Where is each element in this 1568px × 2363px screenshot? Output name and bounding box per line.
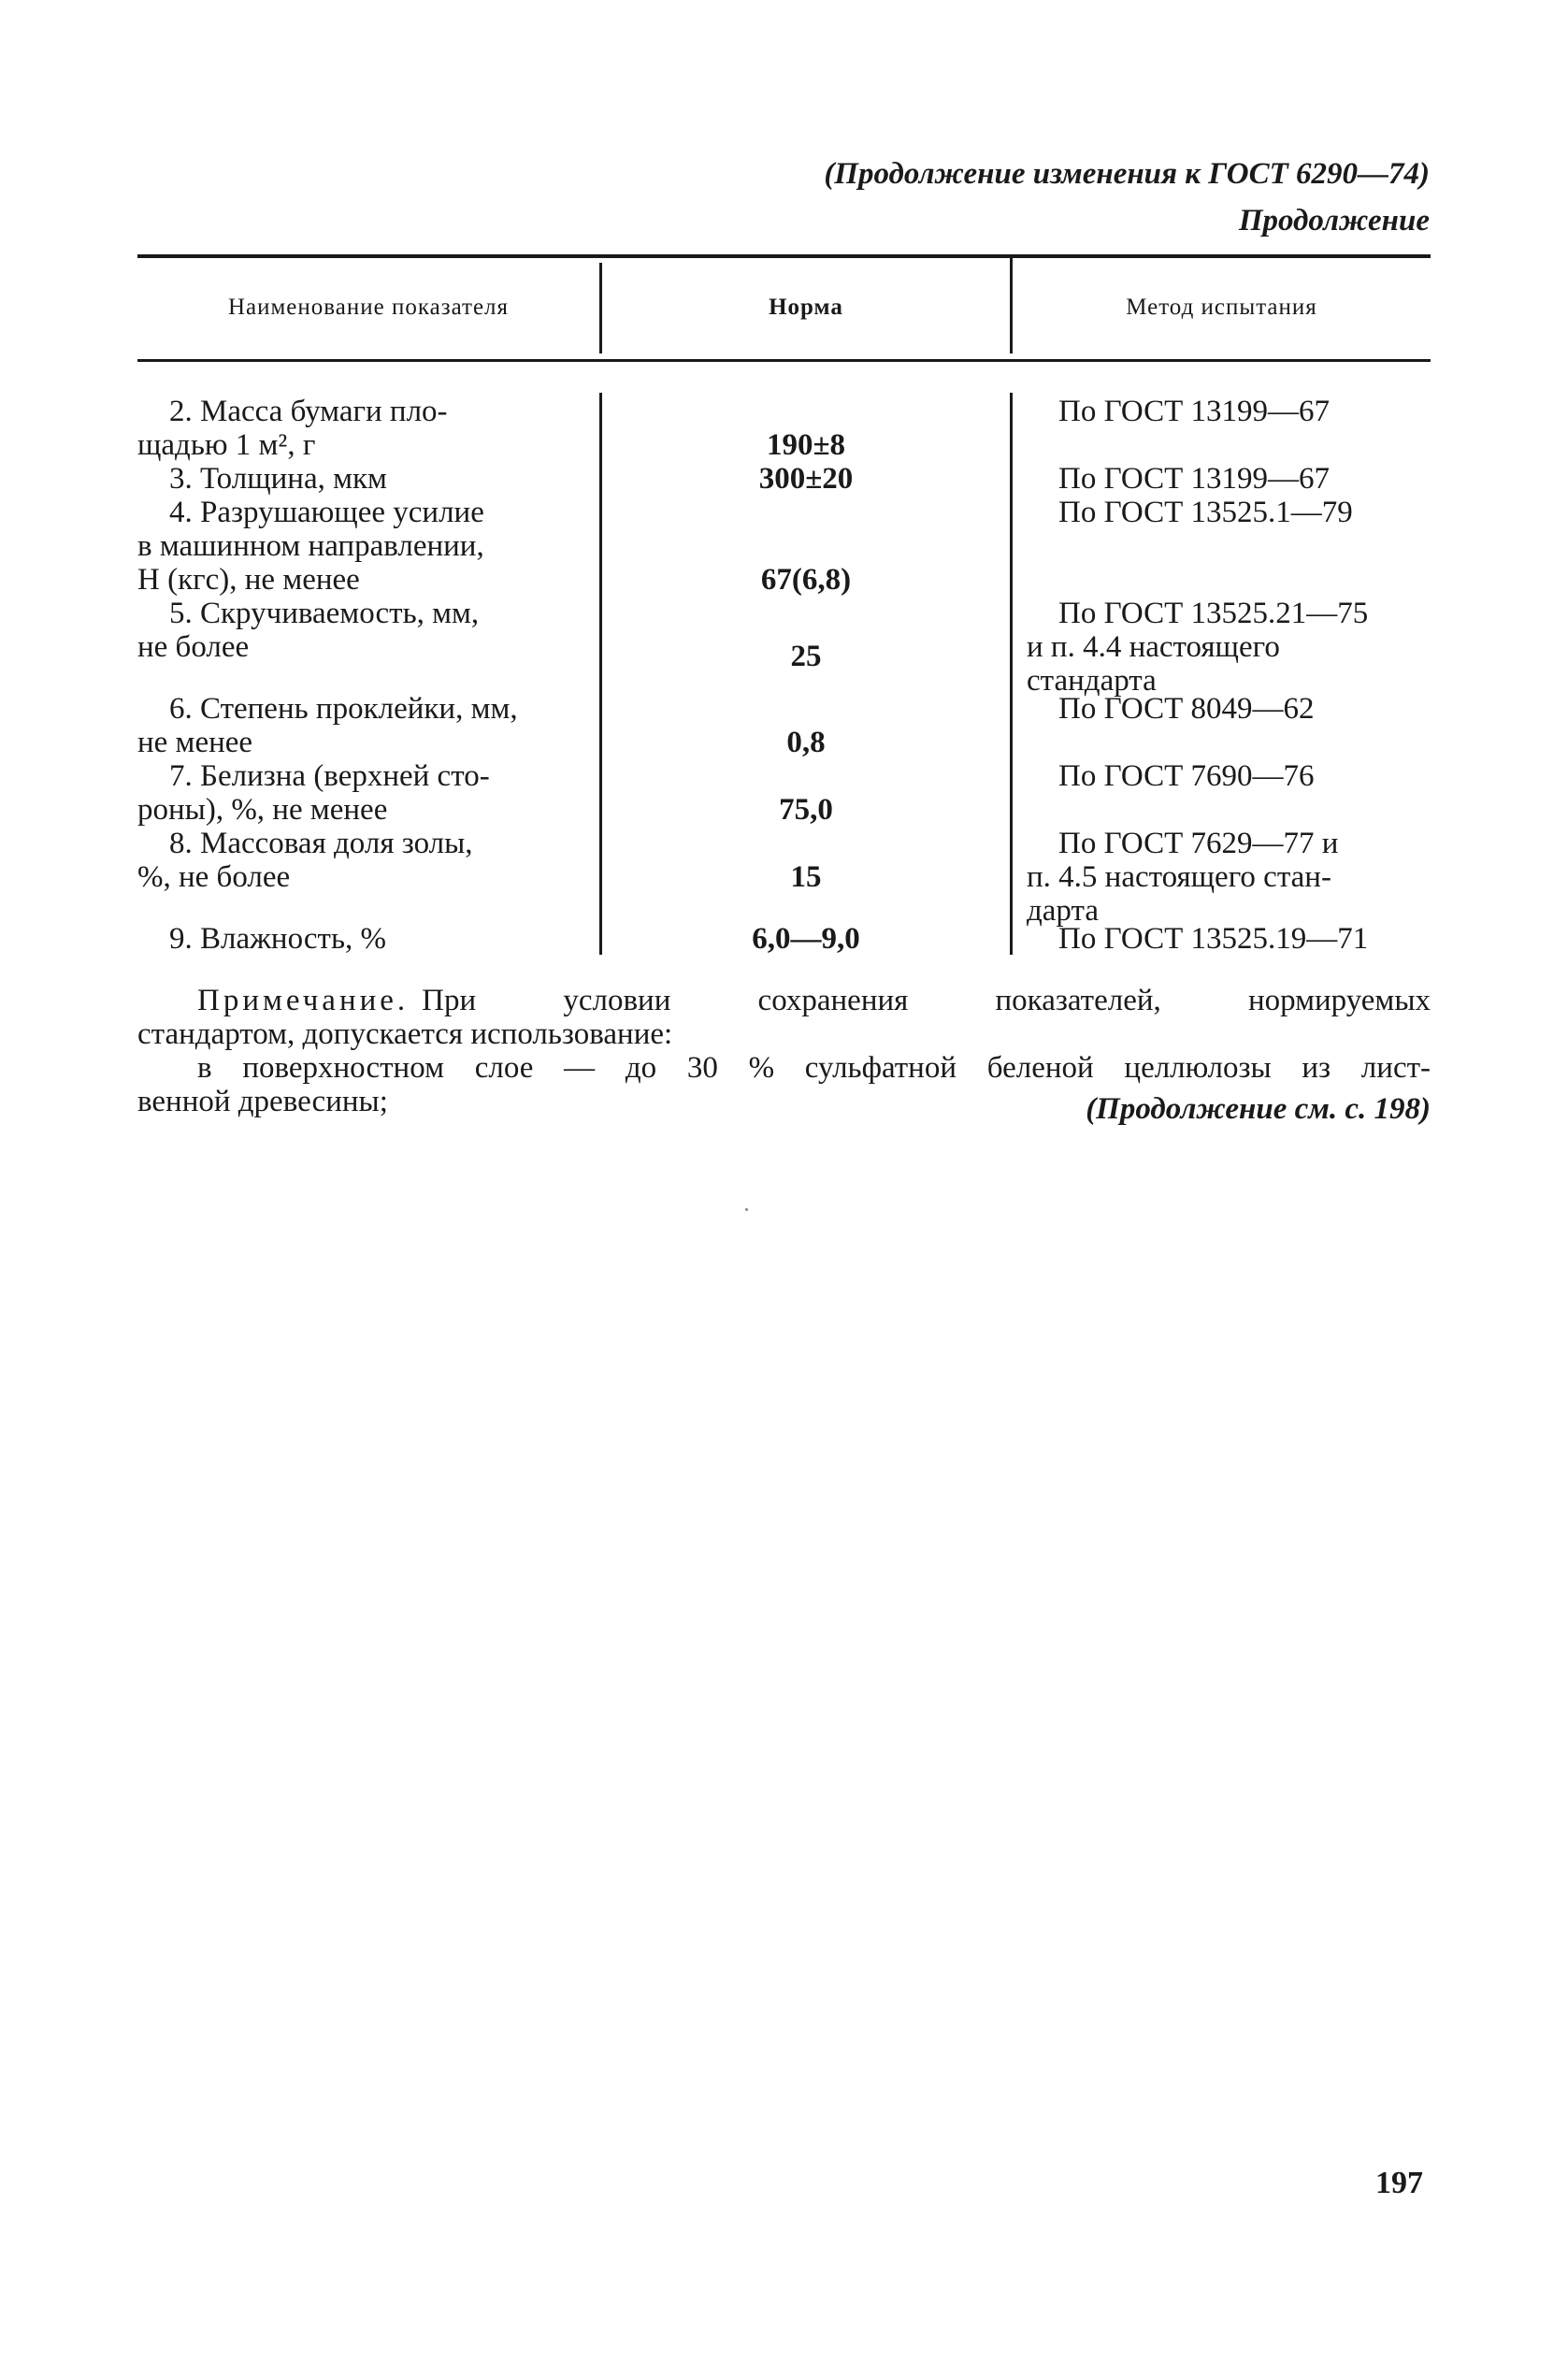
table-row-method [1027,597,1431,698]
method-line: По ГОСТ 13525.1—79 [1058,496,1353,529]
name-line [137,395,584,428]
name-line: не менее [137,726,253,759]
name-line: 5. Скручиваемость, мм, [169,597,480,630]
method-line: По ГОСТ 13199—67 [1058,395,1330,428]
table-row-method [1027,395,1431,428]
table-row-method [1027,496,1431,529]
method-line: По ГОСТ 13525.21—75 [1058,597,1369,630]
table-row-name [137,597,584,664]
table-row-name [137,759,584,827]
name-line: 6. Степень проклейки, мм, [169,692,518,726]
note-text-3: в поверхностном слое — до 30 % сульфатной беленой целлюлозы из лист- [197,1051,1431,1085]
speck [745,1208,748,1211]
header-change-reference: (Продолжение изменения к ГОСТ 6290—74) [824,157,1430,191]
name-line: 9. Влажность, % [169,922,387,956]
column-divider [1010,257,1013,353]
name-line: щадью 1 м², г [137,428,316,462]
table-row-name [137,827,584,894]
table-row-norm: 0,8 [786,726,826,759]
table-row-method [1027,462,1431,496]
table-row-method [1027,692,1431,726]
name-line: роны), %, не менее [137,793,388,827]
method-line: стандарта [1027,664,1157,698]
table-row-norm: 300±20 [758,462,854,496]
header-continuation: Продолжение [1238,204,1430,238]
table-row-method [1027,922,1431,956]
name-line: 3. Толщина, мкм [169,462,387,496]
table-row-name [137,922,584,956]
table-header-rule [137,359,1431,362]
note-line [137,984,1431,1017]
table-top-rule [137,254,1431,258]
column-header-indicator: Наименование показателя [227,295,510,320]
table-row-norm: 25 [790,640,822,673]
column-header-norm: Норма [769,295,843,320]
table-row-method [1027,759,1431,793]
name-line: %, не более [137,860,291,894]
method-line: и п. 4.4 настоящего [1027,630,1280,664]
table-row-norm: 67(6,8) [760,563,852,597]
name-line: Н (кгс), не менее [137,563,360,597]
method-line: п. 4.5 настоящего стан- [1027,860,1331,894]
name-line: в машинном направлении, [137,529,484,563]
table-row-name [137,496,584,597]
method-line: По ГОСТ 7629—77 и [1058,827,1339,860]
note-text-4: венной древесины; [137,1085,388,1118]
method-line: По ГОСТ 13199—67 [1058,462,1330,496]
column-header-method: Метод испытания [1126,295,1317,320]
method-line: По ГОСТ 7690—76 [1058,759,1315,793]
name-line-text: 2. Масса бумаги пло- [169,395,448,428]
table-row-name [137,462,584,496]
name-line: 7. Белизна (верхней сто- [169,759,490,793]
column-divider [1010,393,1013,955]
method-line: дарта [1027,894,1099,928]
note-label: Примечание. [197,984,410,1017]
table-row-norm: 75,0 [779,793,833,827]
name-line: 4. Разрушающее усилие [169,496,484,529]
name-line: 8. Массовая доля золы, [169,827,473,860]
table-row-name [137,692,584,759]
table-row-norm: 15 [790,860,822,894]
table-row-name [137,395,584,462]
table-row-norm: 190±8 [766,428,846,462]
note-text-2: стандартом, допускается использование: [137,1017,673,1051]
method-line: По ГОСТ 13525.19—71 [1058,922,1369,956]
method-line: По ГОСТ 8049—62 [1058,692,1315,726]
name-line: не более [137,630,250,664]
note-text-1: При условии сохранения показателей, нормируемых [422,984,1431,1017]
column-divider [599,263,602,353]
table-row-norm: 6,0—9,0 [752,922,860,956]
page-number: 197 [1375,2166,1423,2200]
continuation-reference: (Продолжение см. с. 198) [1086,1092,1431,1126]
table-row-method [1027,827,1431,928]
